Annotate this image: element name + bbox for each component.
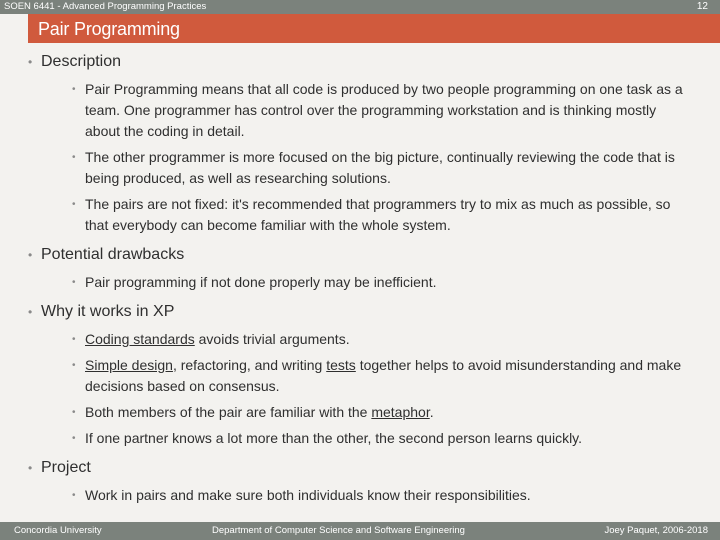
section-heading-description [0, 52, 720, 72]
list-item [0, 329, 720, 350]
list-item-text: avoids trivial arguments. [194, 331, 350, 347]
list-item-text: together helps to avoid misunderstanding and make decisions based on consensus. [85, 357, 682, 394]
bullet-icon: • [28, 248, 33, 262]
bullet-icon: • [72, 334, 76, 345]
section-heading-text: Potential drawbacks [41, 246, 185, 263]
section-heading-drawbacks [0, 245, 720, 265]
section-heading-text: Project [41, 459, 91, 476]
bullet-icon: • [72, 360, 76, 371]
section-heading-project [0, 458, 720, 478]
bullet-icon: • [72, 84, 76, 95]
section-heading-text: Why it works in XP [41, 303, 175, 320]
coding-standards-link[interactable]: Coding standards [85, 331, 195, 347]
footer-author: Joey Paquet, 2006-2018 [604, 525, 708, 536]
list-item [0, 147, 720, 189]
list-item [0, 485, 720, 506]
bullet-icon: • [72, 407, 76, 418]
list-item-text: , refactoring, and writing [172, 357, 327, 373]
list-item [0, 428, 720, 449]
title-bar [28, 14, 720, 43]
bullet-icon: • [28, 55, 33, 69]
bullet-icon: • [72, 433, 76, 444]
metaphor-link[interactable]: metaphor [371, 404, 430, 420]
list-item-text: . [429, 404, 434, 420]
footer-bar [0, 522, 720, 540]
list-item [0, 194, 720, 236]
bullet-icon: • [72, 152, 76, 163]
bullet-icon: • [72, 199, 76, 210]
bullet-icon: • [28, 305, 33, 319]
list-item-text: Work in pairs and make sure both individuals know their responsibilities. [85, 487, 531, 503]
slide-number: 12 [696, 1, 708, 12]
bullet-icon: • [72, 277, 76, 288]
list-item [0, 355, 720, 397]
footer-department: Department of Computer Science and Software Engineering [212, 525, 465, 536]
list-item-text: The pairs are not fixed: it's recommended that programmers try to mix as much as possible, so that everybody can become familiar with the whole system. [85, 196, 671, 233]
list-item [0, 272, 720, 293]
list-item-text: If one partner knows a lot more than the other, the second person learns quickly. [85, 430, 583, 446]
tests-link[interactable]: tests [326, 357, 356, 373]
list-item [0, 402, 720, 423]
bullet-icon: • [28, 461, 33, 475]
section-heading-text: Description [41, 53, 122, 70]
list-item [0, 79, 720, 142]
slide-content [0, 52, 720, 511]
simple-design-link[interactable]: Simple design [85, 357, 173, 373]
section-heading-why-xp [0, 302, 720, 322]
list-item-text: Both members of the pair are familiar with the [85, 404, 372, 420]
course-name: SOEN 6441 - Advanced Programming Practices [4, 1, 207, 12]
top-bar [0, 0, 720, 14]
footer-university: Concordia University [14, 525, 102, 536]
bullet-icon: • [72, 490, 76, 501]
list-item-text: Pair programming if not done properly may be inefficient. [85, 274, 437, 290]
list-item-text: The other programmer is more focused on the big picture, continually reviewing the code that is being produced, as well as researching solutions. [85, 149, 675, 186]
list-item-text: Pair Programming means that all code is produced by two people programming on one task as a team. One programmer has control over the programming workstation and is thinking mostly about the coding in detail. [85, 81, 683, 139]
slide-title: Pair Programming [38, 19, 180, 39]
